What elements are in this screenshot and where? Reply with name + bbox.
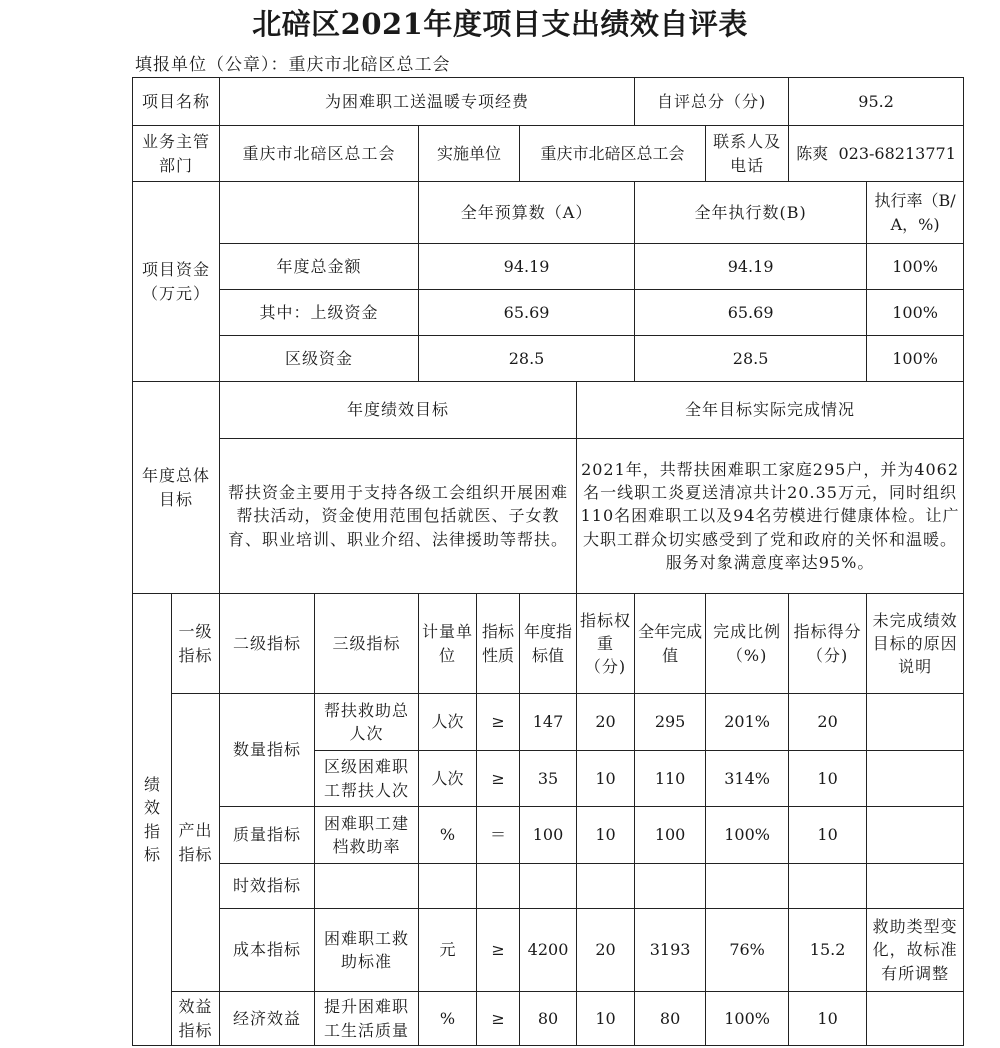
- funds-row-budget: 65.69: [419, 290, 635, 336]
- indicator-unit: %: [419, 807, 477, 864]
- indicator-name: 区级困难职工帮扶人次: [315, 751, 419, 807]
- indicator-operator: ≥: [477, 751, 520, 807]
- indicator-operator: ≥: [477, 992, 520, 1046]
- funds-row-name: 区级资金: [220, 336, 419, 382]
- goals-col-actual: 全年目标实际完成情况: [577, 382, 964, 439]
- funds-col-rate: 执行率（B/A，%): [867, 182, 964, 244]
- funds-row-rate: 100%: [867, 336, 964, 382]
- indicator-target: 147: [520, 694, 577, 751]
- economic-indicator-label: 经济效益: [220, 992, 315, 1046]
- indicator-unit: %: [419, 992, 477, 1046]
- indicator-actual: 100: [635, 807, 706, 864]
- indicator-score: 15.2: [789, 909, 867, 992]
- empty-cell: [789, 864, 867, 909]
- indicator-operator: ＝: [477, 807, 520, 864]
- indicator-score: 10: [789, 751, 867, 807]
- ind-header-unit: 计量单位: [419, 594, 477, 694]
- funds-row-exec: 65.69: [635, 290, 867, 336]
- total-score: 95.2: [789, 78, 964, 126]
- indicator-weight: 10: [577, 751, 635, 807]
- funds-label: 项目资金（万元）: [133, 182, 220, 382]
- indicator-ratio: 100%: [706, 807, 789, 864]
- indicator-name: 帮扶救助总人次: [315, 694, 419, 751]
- dept-label: 业务主管部门: [133, 126, 220, 182]
- empty-cell: [477, 864, 520, 909]
- funds-row-name: 其中：上级资金: [220, 290, 419, 336]
- indicator-weight: 20: [577, 909, 635, 992]
- indicator-reason: 救助类型变化，故标准有所调整: [867, 909, 964, 992]
- indicator-ratio: 314%: [706, 751, 789, 807]
- indicator-unit: 人次: [419, 694, 477, 751]
- funds-row-name: 年度总金额: [220, 244, 419, 290]
- indicator-operator: ≥: [477, 694, 520, 751]
- indicator-ratio: 76%: [706, 909, 789, 992]
- empty-cell: [520, 864, 577, 909]
- filler-unit: 填报单位（公章）：重庆市北碚区总工会: [135, 55, 451, 75]
- indicator-actual: 295: [635, 694, 706, 751]
- timeliness-indicator-label: 时效指标: [220, 864, 315, 909]
- indicator-name: 困难职工建档救助率: [315, 807, 419, 864]
- dept-value: 重庆市北碚区总工会: [220, 126, 419, 182]
- goals-label: 年度总体目标: [133, 382, 220, 594]
- indicator-target: 100: [520, 807, 577, 864]
- funds-row-exec: 28.5: [635, 336, 867, 382]
- empty-cell: [635, 864, 706, 909]
- contact-name: 陈爽: [796, 143, 829, 163]
- indicator-reason: [867, 807, 964, 864]
- indicator-operator: ≥: [477, 909, 520, 992]
- goals-col-target: 年度绩效目标: [220, 382, 577, 439]
- goals-actual-text: 2021年，共帮扶困难职工家庭295户，并为4062名一线职工炎夏送清凉共计20.35万元，同时组织110名困难职工以及94名劳模进行健康体检。让广大职工群众切实感受到了党和政府的关怀和温暖。服务对象满意度率达95%。: [577, 439, 964, 594]
- self-evaluation-table: [132, 77, 964, 1046]
- project-name-label: 项目名称: [133, 78, 220, 126]
- funds-row-exec: 94.19: [635, 244, 867, 290]
- indicator-reason: [867, 751, 964, 807]
- funds-header-blank: [220, 182, 419, 244]
- funds-row-budget: 94.19: [419, 244, 635, 290]
- indicator-unit: 人次: [419, 751, 477, 807]
- funds-row-budget: 28.5: [419, 336, 635, 382]
- indicator-reason: [867, 992, 964, 1046]
- indicator-unit: 元: [419, 909, 477, 992]
- ind-header-weight: 指标权重（分): [577, 594, 635, 694]
- indicator-actual: 3193: [635, 909, 706, 992]
- indicator-name: 提升困难职工生活质量: [315, 992, 419, 1046]
- impl-label: 实施单位: [419, 126, 520, 182]
- funds-col-budget: 全年预算数（A）: [419, 182, 635, 244]
- contact-phone: 023-68213771: [838, 143, 956, 163]
- indicator-weight: 10: [577, 807, 635, 864]
- score-label: 自评总分（分): [635, 78, 789, 126]
- empty-cell: [315, 864, 419, 909]
- page-title: 北碚区2021年度项目支出绩效自评表: [252, 7, 748, 41]
- indicator-score: 10: [789, 807, 867, 864]
- ind-header-actual: 全年完成值: [635, 594, 706, 694]
- project-name: 为困难职工送温暖专项经费: [220, 78, 635, 126]
- empty-cell: [706, 864, 789, 909]
- ind-header-level3: 三级指标: [315, 594, 419, 694]
- ind-header-score: 指标得分（分): [789, 594, 867, 694]
- funds-row-rate: 100%: [867, 290, 964, 336]
- indicator-reason: [867, 694, 964, 751]
- ind-header-level1: 一级指标: [172, 594, 220, 694]
- goals-target-text: 帮扶资金主要用于支持各级工会组织开展困难帮扶活动，资金使用范围包括就医、子女教育、职业培训、职业介绍、法律援助等帮扶。: [220, 439, 577, 594]
- ind-header-level2: 二级指标: [220, 594, 315, 694]
- indicators-label: 绩效指标: [133, 594, 172, 1046]
- quantity-indicator-label: 数量指标: [220, 694, 315, 807]
- impl-value: 重庆市北碚区总工会: [520, 126, 706, 182]
- contact-value: [789, 126, 964, 182]
- indicator-ratio: 201%: [706, 694, 789, 751]
- ind-header-target: 年度指标值: [520, 594, 577, 694]
- indicator-target: 80: [520, 992, 577, 1046]
- indicator-actual: 80: [635, 992, 706, 1046]
- empty-cell: [419, 864, 477, 909]
- ind-header-nature: 指标性质: [477, 594, 520, 694]
- indicator-score: 20: [789, 694, 867, 751]
- funds-col-exec: 全年执行数(B): [635, 182, 867, 244]
- output-indicator-label: 产出指标: [172, 694, 220, 992]
- quality-indicator-label: 质量指标: [220, 807, 315, 864]
- benefit-indicator-label: 效益指标: [172, 992, 220, 1046]
- cost-indicator-label: 成本指标: [220, 909, 315, 992]
- indicator-ratio: 100%: [706, 992, 789, 1046]
- funds-row-rate: 100%: [867, 244, 964, 290]
- indicator-name: 困难职工救助标准: [315, 909, 419, 992]
- indicator-target: 4200: [520, 909, 577, 992]
- ind-header-reason: 未完成绩效目标的原因说明: [867, 594, 964, 694]
- indicator-weight: 10: [577, 992, 635, 1046]
- indicator-target: 35: [520, 751, 577, 807]
- indicator-actual: 110: [635, 751, 706, 807]
- indicator-score: 10: [789, 992, 867, 1046]
- contact-label: 联系人及电话: [706, 126, 789, 182]
- empty-cell: [867, 864, 964, 909]
- indicator-weight: 20: [577, 694, 635, 751]
- empty-cell: [577, 864, 635, 909]
- ind-header-ratio: 完成比例（%): [706, 594, 789, 694]
